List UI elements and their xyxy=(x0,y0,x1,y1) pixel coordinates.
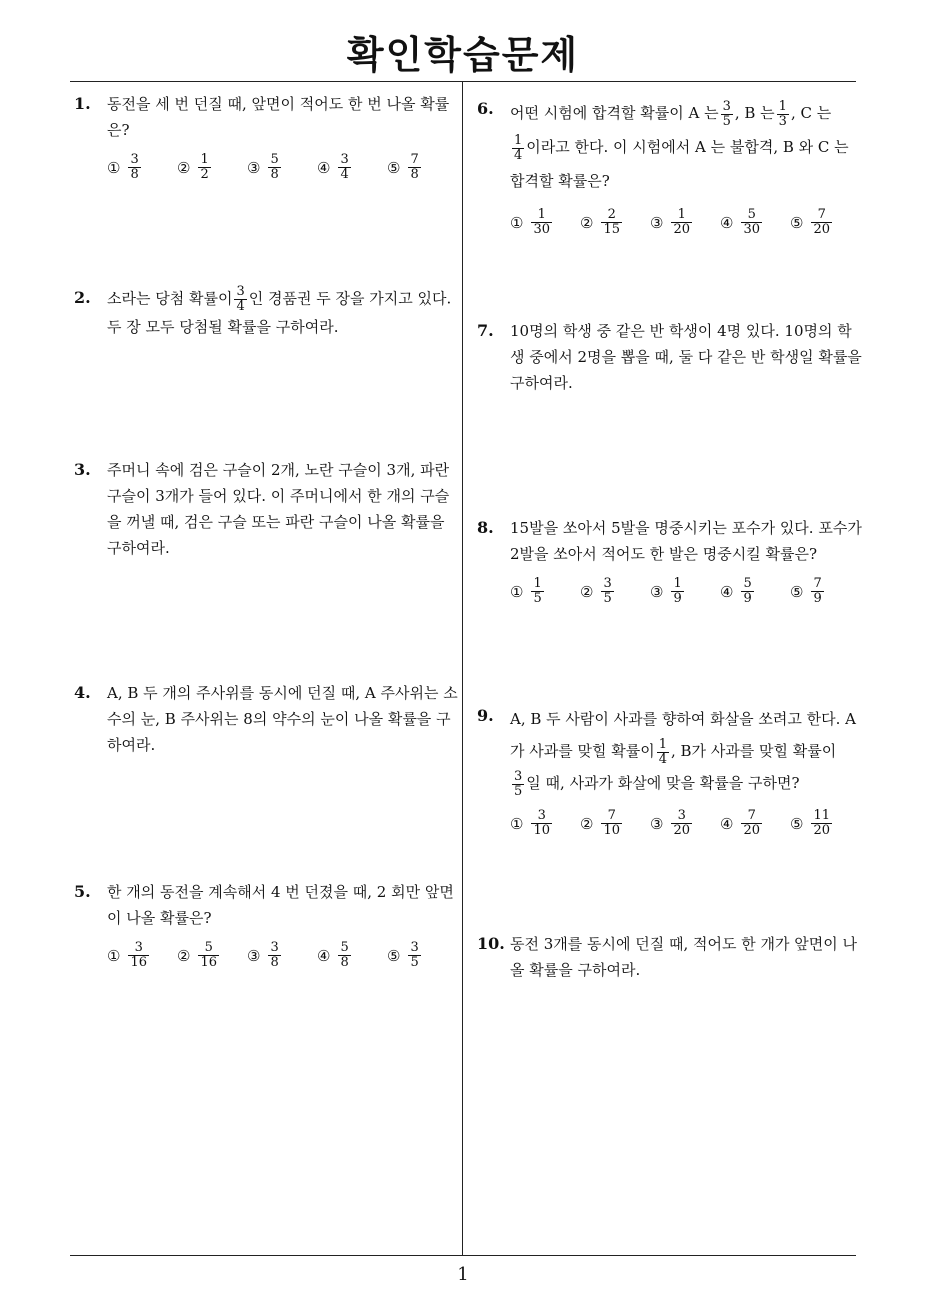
fraction xyxy=(811,809,832,838)
answer-choice-2 xyxy=(580,577,650,606)
answer-choice-5 xyxy=(387,153,457,182)
denominator: 5 xyxy=(410,955,419,970)
answer-choice-1 xyxy=(510,809,580,838)
choice-mark: ④ xyxy=(720,582,734,601)
fraction xyxy=(512,770,524,799)
numerator: 5 xyxy=(270,152,279,167)
question-10 xyxy=(477,931,862,983)
choice-mark: ④ xyxy=(317,946,331,965)
question-number: 10. xyxy=(477,934,505,953)
choice-mark: ⑤ xyxy=(790,582,804,601)
denominator: 20 xyxy=(673,222,690,237)
choice-mark: ② xyxy=(177,946,191,965)
answer-choice-4 xyxy=(720,208,790,237)
answer-choice-1 xyxy=(510,577,580,606)
numerator: 3 xyxy=(677,808,686,823)
answer-choice-3 xyxy=(650,208,720,237)
denominator: 30 xyxy=(533,222,550,237)
fraction xyxy=(741,577,753,606)
answer-choice-1 xyxy=(107,941,177,970)
answer-choice-3 xyxy=(650,809,720,838)
question-number: 8. xyxy=(477,518,494,537)
question-text-part: 어떤 시험에 합격할 확률이 A 는 xyxy=(510,104,719,122)
answer-choices xyxy=(107,941,459,970)
question-text: A, B 두 개의 주사위를 동시에 던질 때, A 주사위는 소수의 눈, B 주사위는 8의 약수의 눈이 나올 확률을 구하여라. xyxy=(107,684,458,754)
numerator: 11 xyxy=(813,808,830,823)
question-number: 7. xyxy=(477,321,494,340)
choice-mark: ④ xyxy=(720,814,734,833)
denominator: 15 xyxy=(603,222,620,237)
denominator: 2 xyxy=(200,167,209,182)
top-rule xyxy=(70,81,856,82)
question-text-part: , B가 사과를 맞힐 확률이 xyxy=(671,742,837,760)
answer-choice-3 xyxy=(247,941,317,970)
answer-choice-4 xyxy=(317,941,387,970)
denominator: 30 xyxy=(743,222,760,237)
numerator: 3 xyxy=(514,768,523,784)
fraction xyxy=(777,100,789,129)
question-number: 4. xyxy=(74,683,91,702)
question-2 xyxy=(74,285,459,340)
numerator: 3 xyxy=(603,576,612,591)
numerator: 1 xyxy=(658,736,667,752)
question-text: 한 개의 동전을 계속해서 4 번 던졌을 때, 2 회만 앞면이 나올 확률은? xyxy=(107,883,454,927)
choice-mark: ② xyxy=(580,213,594,232)
fraction xyxy=(338,941,350,970)
question-text: 동전 3개를 동시에 던질 때, 적어도 한 개가 앞면이 나올 확률을 구하여라. xyxy=(510,935,858,979)
question-number: 3. xyxy=(74,460,91,479)
question-text-part: A, B 두 사람이 사과를 향하여 화살을 쏘려고 한다. A가 사과를 맞힐 확률이 xyxy=(510,710,856,760)
choice-mark: ⑤ xyxy=(387,158,401,177)
numerator: 7 xyxy=(747,808,756,823)
answer-choice-2 xyxy=(177,941,247,970)
denominator: 10 xyxy=(533,823,550,838)
numerator: 3 xyxy=(270,940,279,955)
choice-mark: ③ xyxy=(247,158,261,177)
denominator: 10 xyxy=(603,823,620,838)
fraction xyxy=(128,153,140,182)
answer-choice-1 xyxy=(107,153,177,182)
fraction xyxy=(198,941,219,970)
numerator: 3 xyxy=(236,284,245,299)
fraction xyxy=(741,208,762,237)
fraction xyxy=(601,208,622,237)
question-number: 6. xyxy=(477,99,494,118)
question-8 xyxy=(477,515,862,606)
answer-choice-2 xyxy=(177,153,247,182)
question-4 xyxy=(74,680,459,758)
choice-mark: ② xyxy=(177,158,191,177)
answer-choice-3 xyxy=(247,153,317,182)
numerator: 3 xyxy=(340,152,349,167)
question-text: 10명의 학생 중 같은 반 학생이 4명 있다. 10명의 학생 중에서 2명을 뽑을 때, 둘 다 같은 반 학생일 확률을 구하여라. xyxy=(510,322,862,392)
numerator: 1 xyxy=(677,207,686,222)
answer-choice-5 xyxy=(790,208,860,237)
numerator: 1 xyxy=(537,207,546,222)
answer-choice-5 xyxy=(790,577,860,606)
numerator: 7 xyxy=(813,576,822,591)
numerator: 3 xyxy=(134,940,143,955)
choice-mark: ① xyxy=(510,213,524,232)
numerator: 5 xyxy=(747,207,756,222)
bottom-rule xyxy=(70,1255,856,1256)
fraction xyxy=(234,285,246,314)
fraction xyxy=(198,153,210,182)
numerator: 5 xyxy=(340,940,349,955)
denominator: 5 xyxy=(514,783,523,799)
denominator: 4 xyxy=(236,299,245,314)
fraction xyxy=(657,738,669,767)
question-number: 5. xyxy=(74,882,91,901)
denominator: 20 xyxy=(673,823,690,838)
choice-mark: ③ xyxy=(247,946,261,965)
answer-choice-4 xyxy=(720,809,790,838)
fraction xyxy=(531,208,552,237)
denominator: 9 xyxy=(813,591,822,606)
answer-choice-1 xyxy=(510,208,580,237)
choice-mark: ③ xyxy=(650,814,664,833)
denominator: 5 xyxy=(533,591,542,606)
question-text-part: 일 때, 사과가 화살에 맞을 확률을 구하면? xyxy=(526,774,800,792)
fraction xyxy=(811,208,832,237)
choice-mark: ② xyxy=(580,582,594,601)
fraction xyxy=(741,809,762,838)
question-text-part: 소라는 당첨 확률이 xyxy=(107,289,233,308)
choice-mark: ④ xyxy=(317,158,331,177)
fraction xyxy=(601,809,622,838)
denominator: 20 xyxy=(813,222,830,237)
choice-mark: ⑤ xyxy=(387,946,401,965)
choice-mark: ① xyxy=(107,946,121,965)
fraction xyxy=(268,153,280,182)
choice-mark: ④ xyxy=(720,213,734,232)
answer-choice-5 xyxy=(387,941,457,970)
question-text xyxy=(510,703,862,799)
answer-choices xyxy=(510,577,862,606)
fraction xyxy=(601,577,613,606)
denominator: 16 xyxy=(200,955,217,970)
choice-mark: ③ xyxy=(650,582,664,601)
fraction xyxy=(338,153,350,182)
denominator: 20 xyxy=(813,823,830,838)
page-title: 확인학습문제 xyxy=(346,33,580,77)
denominator: 8 xyxy=(410,167,419,182)
question-text: 동전을 세 번 던질 때, 앞면이 적어도 한 번 나올 확률은? xyxy=(107,95,450,139)
denominator: 4 xyxy=(340,167,349,182)
fraction xyxy=(671,577,683,606)
numerator: 7 xyxy=(607,808,616,823)
choice-mark: ① xyxy=(107,158,121,177)
question-9 xyxy=(477,703,862,838)
column-divider xyxy=(462,82,463,1256)
choice-mark: ⑤ xyxy=(790,814,804,833)
numerator: 7 xyxy=(817,207,826,222)
fraction xyxy=(671,809,692,838)
denominator: 9 xyxy=(743,591,752,606)
question-text-part: 인 경품권 두 장을 가지고 있다. 두 장 모두 당첨될 확률을 구하여라. xyxy=(107,289,452,336)
fraction xyxy=(671,208,692,237)
answer-choice-2 xyxy=(580,809,650,838)
choice-mark: ⑤ xyxy=(790,213,804,232)
question-text-part: 이라고 한다. 이 시험에서 A 는 불합격, B 와 C 는 합격할 확률은? xyxy=(510,138,849,190)
answer-choices xyxy=(510,208,862,237)
page-number: 1 xyxy=(457,1264,469,1285)
denominator: 5 xyxy=(603,591,612,606)
question-number: 2. xyxy=(74,288,91,307)
denominator: 8 xyxy=(340,955,349,970)
numerator: 2 xyxy=(607,207,616,222)
numerator: 3 xyxy=(722,98,731,114)
fraction xyxy=(512,134,524,163)
choice-mark: ③ xyxy=(650,213,664,232)
choice-mark: ① xyxy=(510,582,524,601)
question-text: 15발을 쏘아서 5발을 명중시키는 포수가 있다. 포수가 2발을 쏘아서 적어도 한 발은 명중시킬 확률은? xyxy=(510,519,862,563)
question-text xyxy=(107,285,459,340)
answer-choices xyxy=(510,809,862,838)
denominator: 8 xyxy=(270,955,279,970)
fraction xyxy=(128,941,149,970)
denominator: 3 xyxy=(778,113,787,129)
question-number: 1. xyxy=(74,94,91,113)
denominator: 5 xyxy=(722,113,731,129)
denominator: 20 xyxy=(743,823,760,838)
question-text: 주머니 속에 검은 구슬이 2개, 노란 구슬이 3개, 파란 구슬이 3개가 들어 있다. 이 주머니에서 한 개의 구슬을 꺼낼 때, 검은 구슬 또는 파란 구슬이 나올 확률을 구하여라. xyxy=(107,461,450,557)
answer-choice-3 xyxy=(650,577,720,606)
denominator: 8 xyxy=(270,167,279,182)
numerator: 1 xyxy=(514,132,523,148)
numerator: 5 xyxy=(204,940,213,955)
question-number: 9. xyxy=(477,706,494,725)
numerator: 1 xyxy=(533,576,542,591)
fraction xyxy=(811,577,823,606)
numerator: 1 xyxy=(778,98,787,114)
denominator: 4 xyxy=(514,147,523,163)
question-text xyxy=(510,96,862,198)
fraction xyxy=(268,941,280,970)
denominator: 8 xyxy=(130,167,139,182)
numerator: 1 xyxy=(200,152,209,167)
numerator: 3 xyxy=(537,808,546,823)
question-text-part: , C 는 xyxy=(790,104,832,122)
answer-choice-5 xyxy=(790,809,860,838)
numerator: 3 xyxy=(410,940,419,955)
denominator: 4 xyxy=(658,751,667,767)
fraction xyxy=(408,153,420,182)
choice-mark: ② xyxy=(580,814,594,833)
choice-mark: ① xyxy=(510,814,524,833)
question-text-part: , B 는 xyxy=(734,104,775,122)
denominator: 16 xyxy=(130,955,147,970)
numerator: 1 xyxy=(673,576,682,591)
numerator: 7 xyxy=(410,152,419,167)
fraction xyxy=(408,941,420,970)
fraction xyxy=(531,809,552,838)
answer-choice-2 xyxy=(580,208,650,237)
denominator: 9 xyxy=(673,591,682,606)
answer-choice-4 xyxy=(317,153,387,182)
numerator: 5 xyxy=(743,576,752,591)
question-5 xyxy=(74,879,459,970)
fraction xyxy=(721,100,733,129)
answer-choice-4 xyxy=(720,577,790,606)
question-7 xyxy=(477,318,862,396)
fraction xyxy=(531,577,543,606)
question-6 xyxy=(477,96,862,237)
question-3 xyxy=(74,457,459,561)
answer-choices xyxy=(107,153,459,182)
question-1 xyxy=(74,91,459,182)
numerator: 3 xyxy=(130,152,139,167)
